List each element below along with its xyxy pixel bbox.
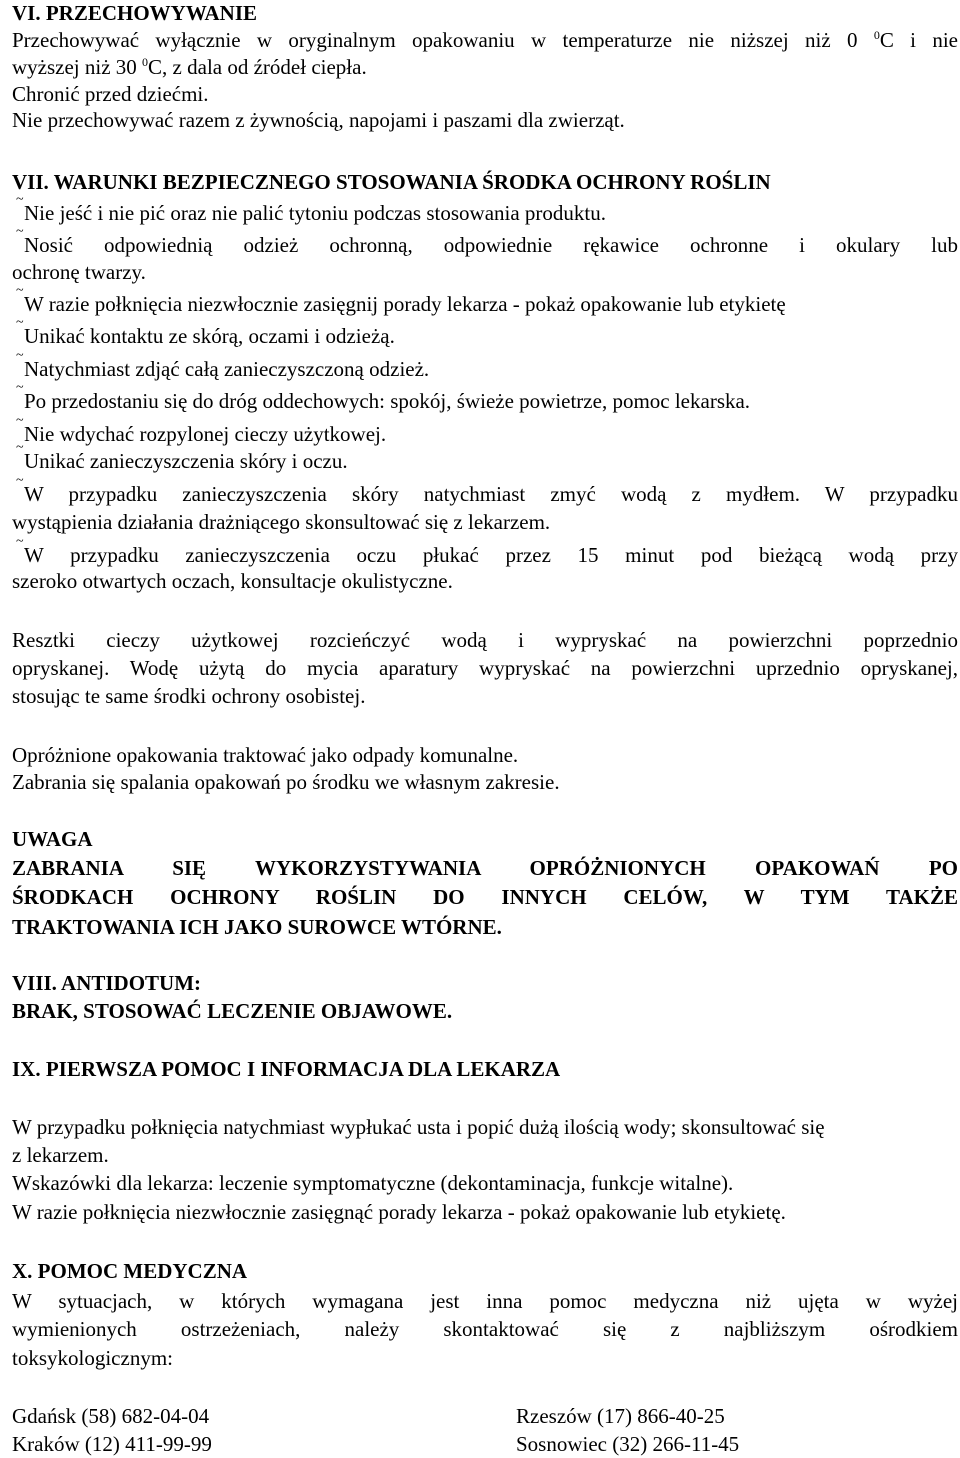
- warning-text-line: ŚRODKACH OCHRONY ROŚLIN DO INNYCH CELÓW, W TYM TAKŻE: [12, 885, 958, 909]
- section-7-heading: VII. WARUNKI BEZPIECZNEGO STOSOWANIA ŚRODKA OCHRONY ROŚLIN: [12, 170, 771, 194]
- residues-text-line: opryskanej. Wodę użytą do mycia aparatury wypryskać na powierzchni uprzednio opryskanej,: [12, 656, 958, 680]
- section-10-heading: X. POMOC MEDYCZNA: [12, 1259, 248, 1283]
- medical-help-text-line: toksykologicznym:: [12, 1346, 173, 1370]
- antidote-text: BRAK, STOSOWAĆ LECZENIE OBJAWOWE.: [12, 999, 453, 1023]
- tilde-bullet-marker: ~: [16, 315, 24, 330]
- safety-bullet: ~ Po przedostaniu się do dróg oddechowych: spokój, świeże powietrze, pomoc lekarska.: [16, 380, 751, 413]
- storage-text-line: wyższej niż 30 $^0$C, z dala od źródeł ciepła.: [12, 55, 367, 79]
- packaging-text-line: Opróżnione opakowania traktować jako odpady komunalne.: [12, 743, 519, 767]
- safety-bullet: ~ Nie jeść i nie pić oraz nie palić tytoniu podczas stosowania produktu.: [16, 192, 607, 225]
- tilde-bullet-marker: ~: [16, 440, 24, 455]
- residues-text-line: Resztki cieczy użytkowej rozcieńczyć wodą i wypryskać na powierzchni poprzednio: [12, 628, 958, 652]
- section-9-heading: IX. PIERWSZA POMOC I INFORMACJA DLA LEKARZA: [12, 1057, 561, 1081]
- medical-help-text-line: W sytuacjach, w których wymagana jest inna pomoc medyczna niż ujęta w wyżej: [12, 1289, 958, 1313]
- safety-bullet: ~ Unikać kontaktu ze skórą, oczami i odzieżą.: [16, 315, 395, 348]
- safety-bullet: ~ Nie wdychać rozpylonej cieczy użytkowej.: [16, 413, 387, 446]
- tilde-bullet-marker: ~: [16, 192, 24, 207]
- contact-row: [12, 1431, 958, 1457]
- contact-sosnowiec: Sosnowiec (32) 266-11-45: [516, 1432, 740, 1456]
- safety-bullet: ~ W przypadku zanieczyszczenia skóry natychmiast zmyć wodą z mydłem. W przypadku: [16, 473, 958, 506]
- packaging-text-line: Zabrania się spalania opakowań po środku we własnym zakresie.: [12, 770, 560, 794]
- tilde-bullet-marker: ~: [16, 283, 24, 298]
- section-8-heading: VIII. ANTIDOTUM:: [12, 971, 202, 995]
- tilde-bullet-marker: ~: [16, 534, 24, 549]
- safety-bullet-continuation: szeroko otwartych oczach, konsultacje okulistyczne.: [12, 569, 453, 593]
- storage-text-line: Chronić przed dziećmi.: [12, 82, 209, 106]
- medical-help-text-line: wymienionych ostrzeżeniach, należy skontaktować się z najbliższym ośrodkiem: [12, 1317, 958, 1341]
- contact-row: [12, 1403, 958, 1429]
- storage-text-line: Nie przechowywać razem z żywnością, napojami i paszami dla zwierząt.: [12, 108, 625, 132]
- tilde-bullet-marker: ~: [16, 413, 24, 428]
- tilde-bullet-marker: ~: [16, 224, 24, 239]
- safety-bullet-continuation: ochronę twarzy.: [12, 260, 146, 284]
- safety-bullet: ~ W razie połknięcia niezwłocznie zasięgnij porady lekarza - pokaż opakowanie lub etykietę: [16, 283, 786, 316]
- storage-text-line: Przechowywać wyłącznie w oryginalnym opakowaniu w temperaturze nie niższej niż 0 $^0$C i nie: [12, 28, 958, 52]
- tilde-bullet-marker: ~: [16, 348, 24, 363]
- contact-rzeszow: Rzeszów (17) 866-40-25: [516, 1404, 725, 1428]
- first-aid-text-line: W przypadku połknięcia natychmiast wypłukać usta i popić dużą ilością wody; skonsultować się: [12, 1115, 825, 1139]
- safety-bullet: ~ W przypadku zanieczyszczenia oczu płukać przez 15 minut pod bieżącą wodą przy: [16, 534, 958, 567]
- safety-bullet-continuation: wystąpienia działania drażniącego skonsultować się z lekarzem.: [12, 510, 551, 534]
- warning-text-line: TRAKTOWANIA ICH JAKO SUROWCE WTÓRNE.: [12, 915, 502, 939]
- tilde-bullet-marker: ~: [16, 380, 24, 395]
- warning-text-line: ZABRANIA SIĘ WYKORZYSTYWANIA OPRÓŻNIONYCH OPAKOWAŃ PO: [12, 856, 958, 880]
- first-aid-text-line: W razie połknięcia niezwłocznie zasięgnąć porady lekarza - pokaż opakowanie lub etykietę.: [12, 1200, 786, 1224]
- first-aid-text-line: Wskazówki dla lekarza: leczenie symptomatyczne (dekontaminacja, funkcje witalne).: [12, 1171, 734, 1195]
- contact-gdansk: Gdańsk (58) 682-04-04: [12, 1404, 210, 1428]
- tilde-bullet-marker: ~: [16, 473, 24, 488]
- section-6-heading: VI. PRZECHOWYWANIE: [12, 1, 258, 25]
- safety-bullet: ~ Nosić odpowiednią odzież ochronną, odpowiednie rękawice ochronne i okulary lub: [16, 224, 958, 257]
- residues-text-line: stosując te same środki ochrony osobistej.: [12, 684, 366, 708]
- safety-bullet: ~ Natychmiast zdjąć całą zanieczyszczoną odzież.: [16, 348, 430, 381]
- safety-bullet: ~ Unikać zanieczyszczenia skóry i oczu.: [16, 440, 348, 473]
- contact-krakow: Kraków (12) 411-99-99: [12, 1432, 212, 1456]
- warning-heading: UWAGA: [12, 827, 93, 851]
- first-aid-text-line: z lekarzem.: [12, 1143, 109, 1167]
